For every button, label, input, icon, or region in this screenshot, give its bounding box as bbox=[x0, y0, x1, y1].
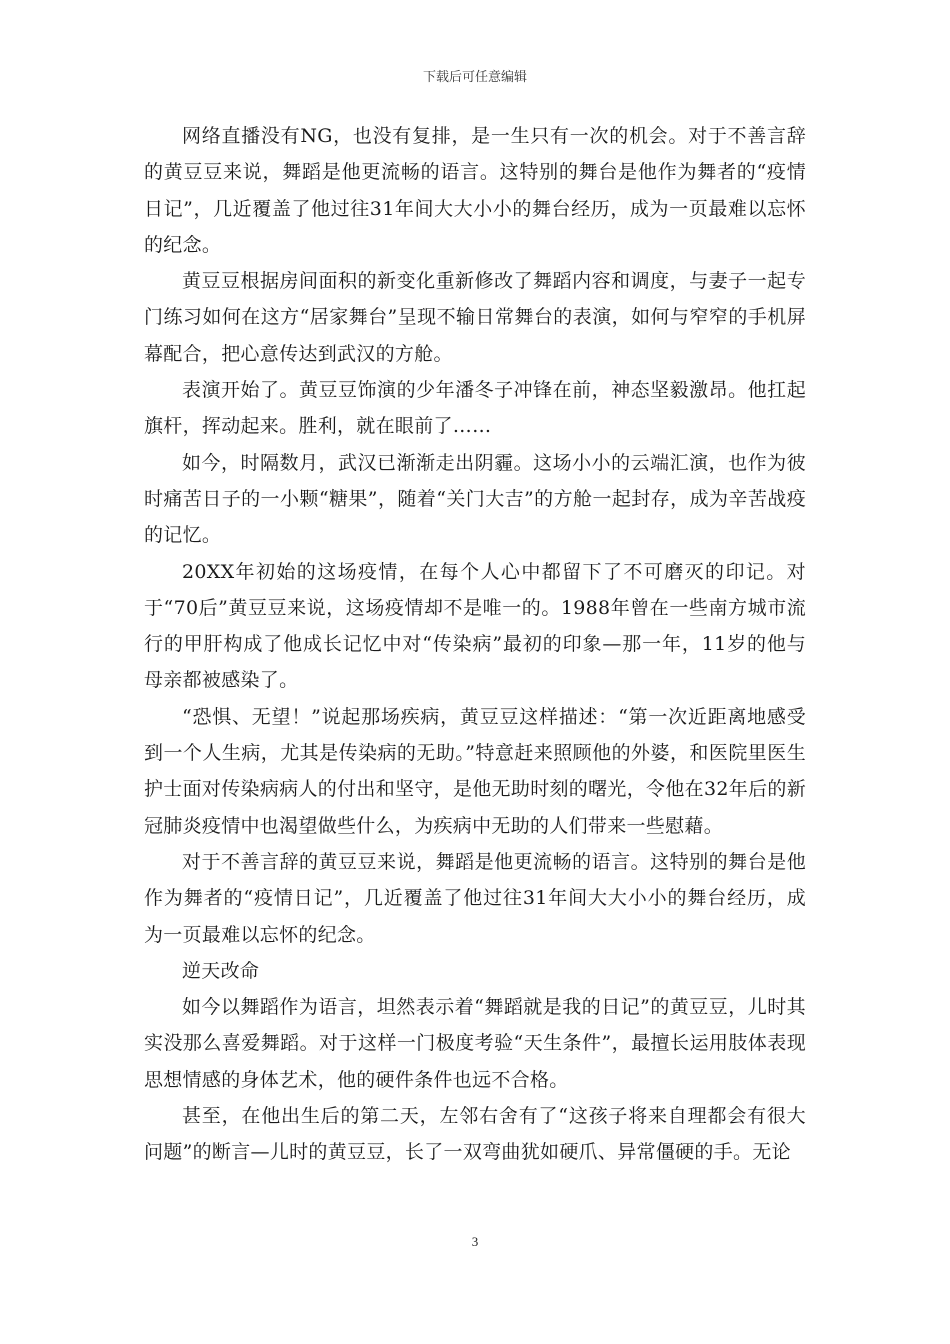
page-header: 下载后可任意编辑 bbox=[422, 70, 527, 85]
section-heading: 逆天改命 bbox=[182, 959, 260, 982]
paragraph: 黄豆豆根据房间面积的新变化重新修改了舞蹈内容和调度，与妻子一起专门练习如何在这方“居家舞台”呈现不输日常舞台的表演，如何与窄窄的手机屏幕配合，把心意传达到武汉的方舱。 bbox=[144, 270, 806, 365]
paragraph: 20XX年初始的这场疫情，在每个人心中都留下了不可磨灭的印记。对于“70后”黄豆豆来说，这场疫情却不是唯一的。1988年曾在一些南方城市流行的甲肝构成了他成长记忆中对“传染病”最初的印象—那一年，11岁的他与母亲都被感染了。 bbox=[144, 560, 806, 692]
paragraph: 表演开始了。黄豆豆饰演的少年潘冬子冲锋在前，神态坚毅激昂。他扛起旗杆，挥动起来。胜利，就在眼前了…… bbox=[144, 379, 806, 438]
paragraph: “恐惧、无望！”说起那场疾病，黄豆豆这样描述：“第一次近距离地感受到一个人生病，尤其是传染病的无助。”特意赶来照顾他的外婆，和医院里医生护士面对传染病病人的付出和坚守，是他无助时刻的曙光，令他在32年后的新冠肺炎疫情中也渴望做些什么，为疾病中无助的人们带来一些慰藉。 bbox=[144, 705, 806, 837]
paragraph: 如今以舞蹈作为语言，坦然表示着“舞蹈就是我的日记”的黄豆豆，儿时其实没那么喜爱舞蹈。对于这样一门极度考验“天生条件”，最擅长运用肢体表现思想情感的身体艺术，他的硬件条件也远不合格。 bbox=[144, 996, 806, 1091]
paragraph: 如今，时隔数月，武汉已渐渐走出阴霾。这场小小的云端汇演，也作为彼时痛苦日子的一小颗“糖果”，随着“关门大吉”的方舱一起封存，成为辛苦战疫的记忆。 bbox=[144, 451, 806, 547]
page-number: 3 bbox=[471, 1234, 479, 1249]
paragraph: 甚至，在他出生后的第二天，左邻右舍有了“这孩子将来自理都会有很大问题”的断言—儿时的黄豆豆，长了一双弯曲犹如硬爪、异常僵硬的手。无论 bbox=[144, 1105, 806, 1164]
document-body bbox=[144, 118, 806, 1171]
paragraph: 对于不善言辞的黄豆豆来说，舞蹈是他更流畅的语言。这特别的舞台是他作为舞者的“疫情日记”，几近覆盖了他过往31年间大大小小的舞台经历，成为一页最难以忘怀的纪念。 bbox=[144, 850, 806, 946]
paragraph: 网络直播没有NG，也没有复排，是一生只有一次的机会。对于不善言辞的黄豆豆来说，舞蹈是他更流畅的语言。这特别的舞台是他作为舞者的“疫情日记”，几近覆盖了他过往31年间大大小小的舞台经历，成为一页最难以忘怀的纪念。 bbox=[144, 125, 806, 256]
